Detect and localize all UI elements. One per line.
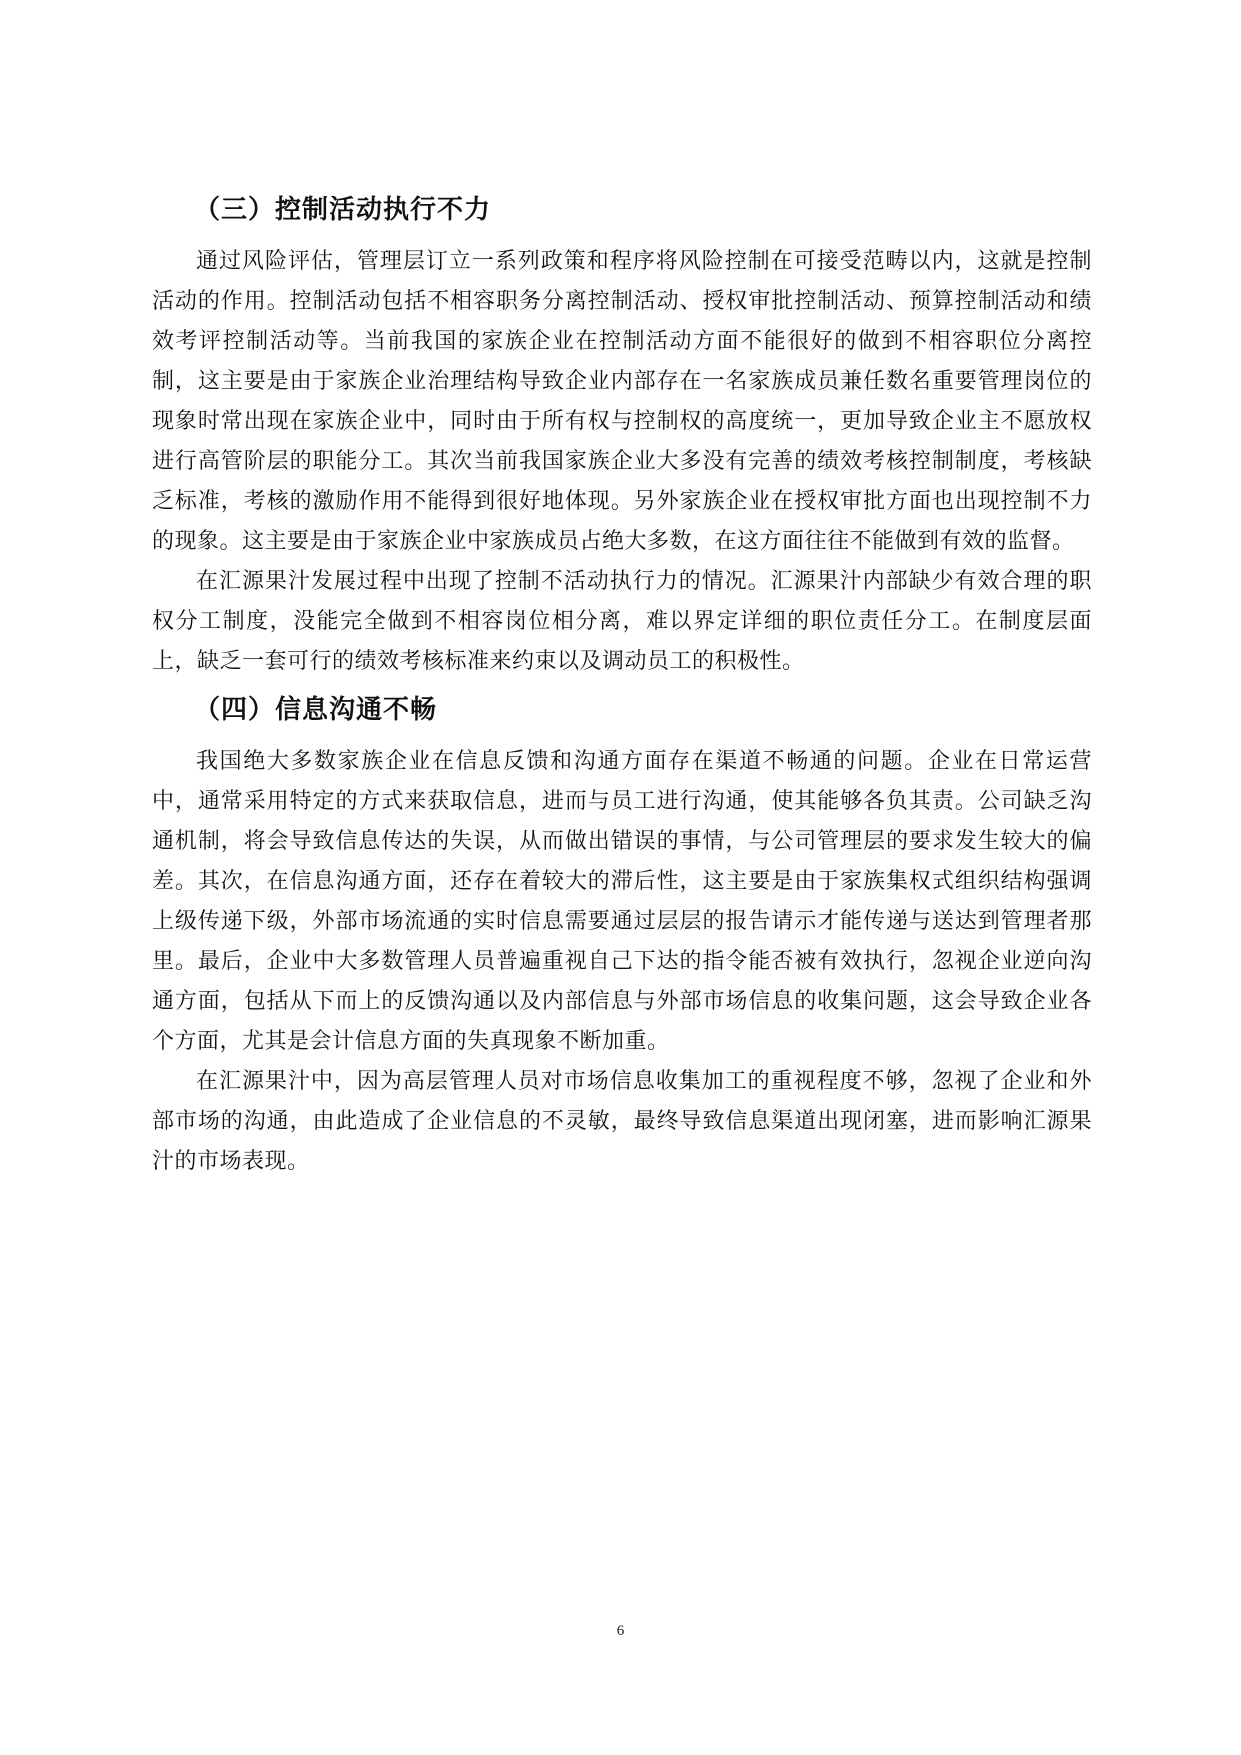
body-paragraph: 我国绝大多数家族企业在信息反馈和沟通方面存在渠道不畅通的问题。企业在日常运营中，通常采用特定的方式来获取信息，进而与员工进行沟通，使其能够各负其责。公司缺乏沟通机制，将会导致信息传达的失误，从而做出错误的事情，与公司管理层的要求发生较大的偏差。其次，在信息沟通方面，还存在着较大的滞后性，这主要是由于家族集权式组织结构强调上级传递下级，外部市场流通的实时信息需要通过层层的报告请示才能传递与送达到管理者那里。最后，企业中大多数管理人员普遍重视自己下达的指令能否被有效执行，忽视企业逆向沟通方面，包括从下而上的反馈沟通以及内部信息与外部市场信息的收集问题，这会导致企业各个方面，尤其是会计信息方面的失真现象不断加重。 (152, 749, 1092, 1054)
page-content (152, 190, 1092, 1182)
body-paragraph: 在汇源果汁中，因为高层管理人员对市场信息收集加工的重视程度不够，忽视了企业和外部市场的沟通，由此造成了企业信息的不灵敏，最终导致信息渠道出现闭塞，进而影响汇源果汁的市场表现。 (152, 1069, 1092, 1174)
body-paragraph: 在汇源果汁发展过程中出现了控制不活动执行力的情况。汇源果汁内部缺少有效合理的职权分工制度，没能完全做到不相容岗位相分离，难以界定详细的职位责任分工。在制度层面上，缺乏一套可行的绩效考核标准来约束以及调动员工的积极性。 (152, 569, 1092, 674)
section-heading: （四）信息沟通不畅 (194, 695, 438, 725)
page-number: 6 (616, 1623, 625, 1639)
section-information-communication (152, 690, 1092, 1182)
section-heading: （三）控制活动执行不力 (194, 195, 492, 225)
section-control-activities (152, 190, 1092, 682)
body-paragraph: 通过风险评估，管理层订立一系列政策和程序将风险控制在可接受范畴以内，这就是控制活动的作用。控制活动包括不相容职务分离控制活动、授权审批控制活动、预算控制活动和绩效考评控制活动等。当前我国的家族企业在控制活动方面不能很好的做到不相容职位分离控制，这主要是由于家族企业治理结构导致企业内部存在一名家族成员兼任数名重要管理岗位的现象时常出现在家族企业中，同时由于所有权与控制权的高度统一，更加导致企业主不愿放权进行高管阶层的职能分工。其次当前我国家族企业大多没有完善的绩效考核控制制度，考核缺乏标准，考核的激励作用不能得到很好地体现。另外家族企业在授权审批方面也出现控制不力的现象。这主要是由于家族企业中家族成员占绝大多数，在这方面往往不能做到有效的监督。 (152, 249, 1092, 554)
